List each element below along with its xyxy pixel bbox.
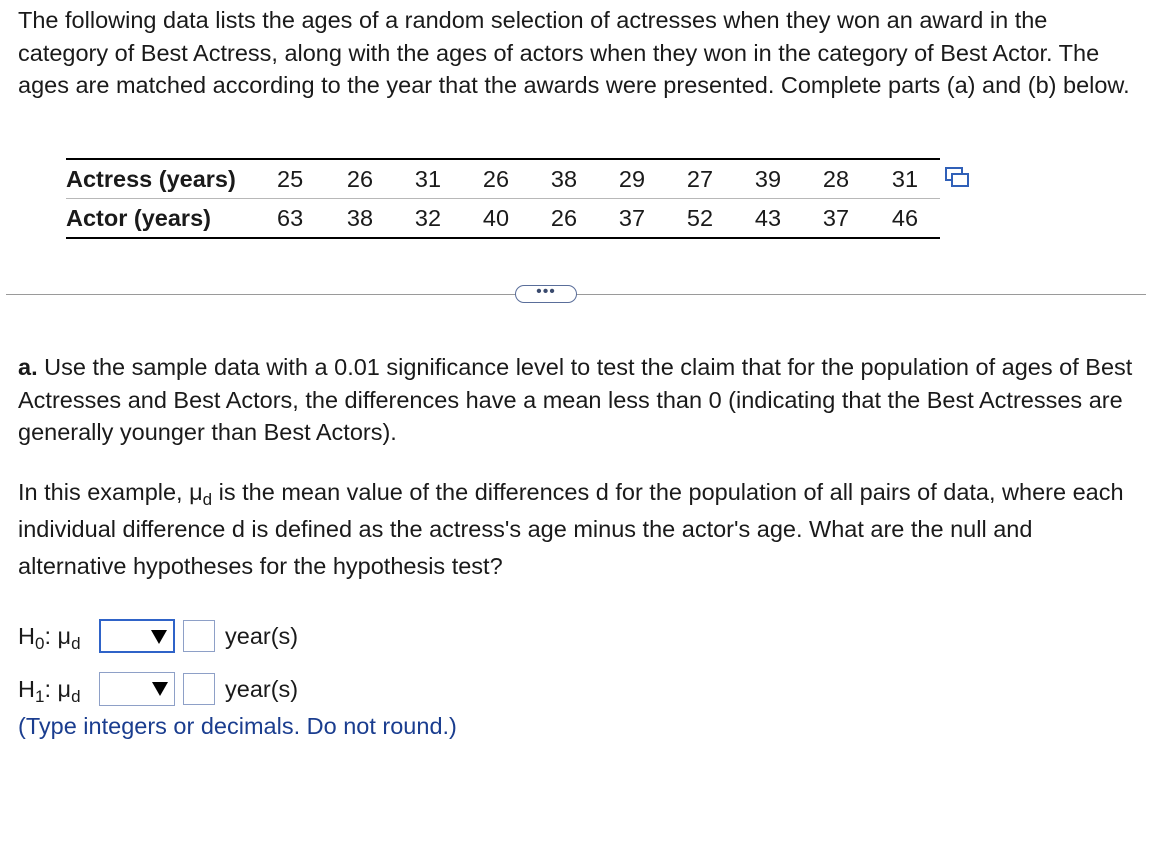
h-subscript: 1 [34, 687, 45, 706]
null-hypothesis-label [18, 623, 81, 653]
mu-symbol: : μ [44, 676, 72, 702]
table-cell: 26 [462, 159, 530, 199]
example-before: In this example, [18, 479, 190, 505]
input-hint: (Type integers or decimals. Do not round.) [18, 713, 457, 739]
table-cell: 39 [734, 159, 802, 199]
expand-more-button[interactable]: ••• [515, 285, 577, 303]
part-a-question [18, 351, 1143, 449]
table-cell: 37 [598, 199, 666, 239]
copy-to-clipboard-icon[interactable] [944, 166, 970, 188]
row-label: Actor (years) [66, 199, 277, 239]
alternative-hypothesis-operator-dropdown[interactable] [99, 672, 175, 706]
table-cell: 27 [666, 159, 734, 199]
table-row-actor [66, 199, 940, 239]
row-label: Actress (years) [66, 159, 277, 199]
table-cell: 40 [462, 199, 530, 239]
problem-intro: The following data lists the ages of a random selection of actresses when they won an award in the category of Best Actress, along with the ages of actors when they won in the category of Best Actor. The ages are matched according to the year that the awards were presented. Complete parts (a) and (b) below. [18, 7, 1130, 98]
table-cell: 25 [277, 159, 326, 199]
null-hypothesis-value-input[interactable] [183, 620, 215, 652]
table-cell: 52 [666, 199, 734, 239]
dropdown-arrow-icon [151, 630, 167, 644]
part-a-label: a. [18, 354, 38, 380]
table-cell: 26 [326, 159, 394, 199]
table-cell: 29 [598, 159, 666, 199]
table-cell: 63 [277, 199, 326, 239]
h-subscript: 0 [34, 634, 45, 653]
unit-label: year(s) [225, 676, 299, 702]
table-cell: 31 [394, 159, 462, 199]
table-cell: 26 [530, 199, 598, 239]
table-cell: 32 [394, 199, 462, 239]
table-cell: 28 [802, 159, 870, 199]
mu-symbol: : μ [44, 623, 72, 649]
h-letter: H [18, 623, 35, 649]
alternative-hypothesis-label [18, 676, 81, 706]
table-row-actress [66, 159, 940, 199]
ages-data-table [66, 158, 940, 239]
alternative-hypothesis-value-input[interactable] [183, 673, 215, 705]
table-cell: 38 [326, 199, 394, 239]
table-cell: 31 [870, 159, 940, 199]
table-cell: 37 [802, 199, 870, 239]
table-cell: 46 [870, 199, 940, 239]
example-after: is the mean value of the differences d for the population of all pairs of data, where each individual difference d is defined as the actress's age minus the actor's age. What are the null and alternative hypotheses for the hypothesis test? [18, 479, 1124, 579]
mu-symbol: μ [189, 479, 203, 505]
mu-subscript: d [202, 490, 213, 509]
dropdown-arrow-icon [152, 682, 168, 696]
mu-subscript: d [71, 634, 81, 653]
part-a-text: Use the sample data with a 0.01 significance level to test the claim that for the population of ages of Best Actresses and Best Actors, the differences have a mean less than 0 (indicating that the Best Actresses are generally younger than Best Actors). [18, 354, 1133, 445]
unit-label: year(s) [225, 623, 299, 649]
example-text [18, 474, 1143, 585]
null-hypothesis-operator-dropdown[interactable] [99, 619, 175, 653]
table-cell: 38 [530, 159, 598, 199]
table-cell: 43 [734, 199, 802, 239]
h-letter: H [18, 676, 35, 702]
mu-subscript: d [71, 687, 81, 706]
